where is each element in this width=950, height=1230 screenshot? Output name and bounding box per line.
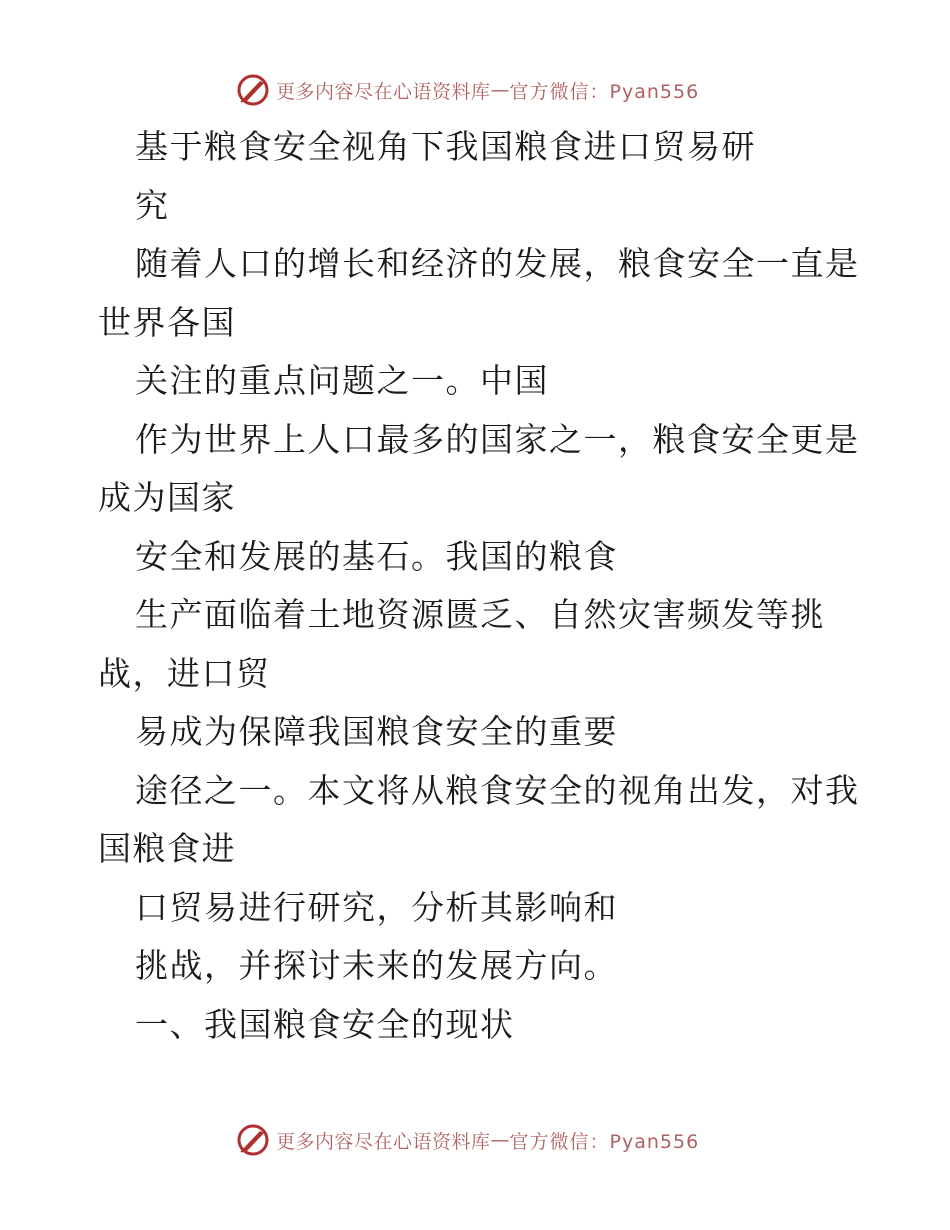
footer-watermark	[236, 1122, 699, 1158]
document-body	[98, 118, 858, 1054]
quill-logo-icon	[236, 1123, 270, 1157]
text-line: 途径之一。本文将从粮食安全的视角出发，对我	[135, 770, 860, 810]
header-watermark	[236, 72, 699, 108]
text-line: 成为国家	[98, 478, 236, 517]
text-line: 作为世界上人口最多的国家之一，粮食安全更是	[135, 419, 860, 459]
text-line: 战，进口贸	[98, 653, 271, 693]
text-line: 随着人口的增长和经济的发展，粮食安全一直是	[135, 244, 860, 283]
text-line: 生产面临着土地资源匮乏、自然灾害频发等挑	[135, 595, 825, 634]
watermark-contact: 官方微信：Pyan556	[509, 80, 700, 103]
text-line: 基于粮食安全视角下我国粮食进口贸易研	[135, 127, 756, 166]
watermark-dash: —	[490, 79, 510, 101]
text-line: 究	[135, 185, 170, 225]
watermark-text: 更多内容尽在心语资料库	[276, 1130, 491, 1153]
text-line: 一、我国粮食安全的现状	[135, 1004, 515, 1044]
watermark-text: 更多内容尽在心语资料库	[276, 80, 491, 103]
quill-logo-icon	[236, 73, 270, 107]
text-line: 挑战，并探讨未来的发展方向。	[135, 946, 618, 985]
watermark-dash: —	[490, 1129, 510, 1151]
text-line: 易成为保障我国粮食安全的重要	[135, 712, 618, 751]
text-line: 关注的重点问题之一。中国	[135, 361, 549, 400]
text-line: 安全和发展的基石。我国的粮食	[135, 536, 618, 576]
text-line: 口贸易进行研究，分析其影响和	[135, 887, 618, 927]
text-line: 国粮食进	[98, 829, 236, 868]
watermark-contact: 官方微信：Pyan556	[509, 1130, 700, 1153]
text-line: 世界各国	[98, 302, 236, 342]
